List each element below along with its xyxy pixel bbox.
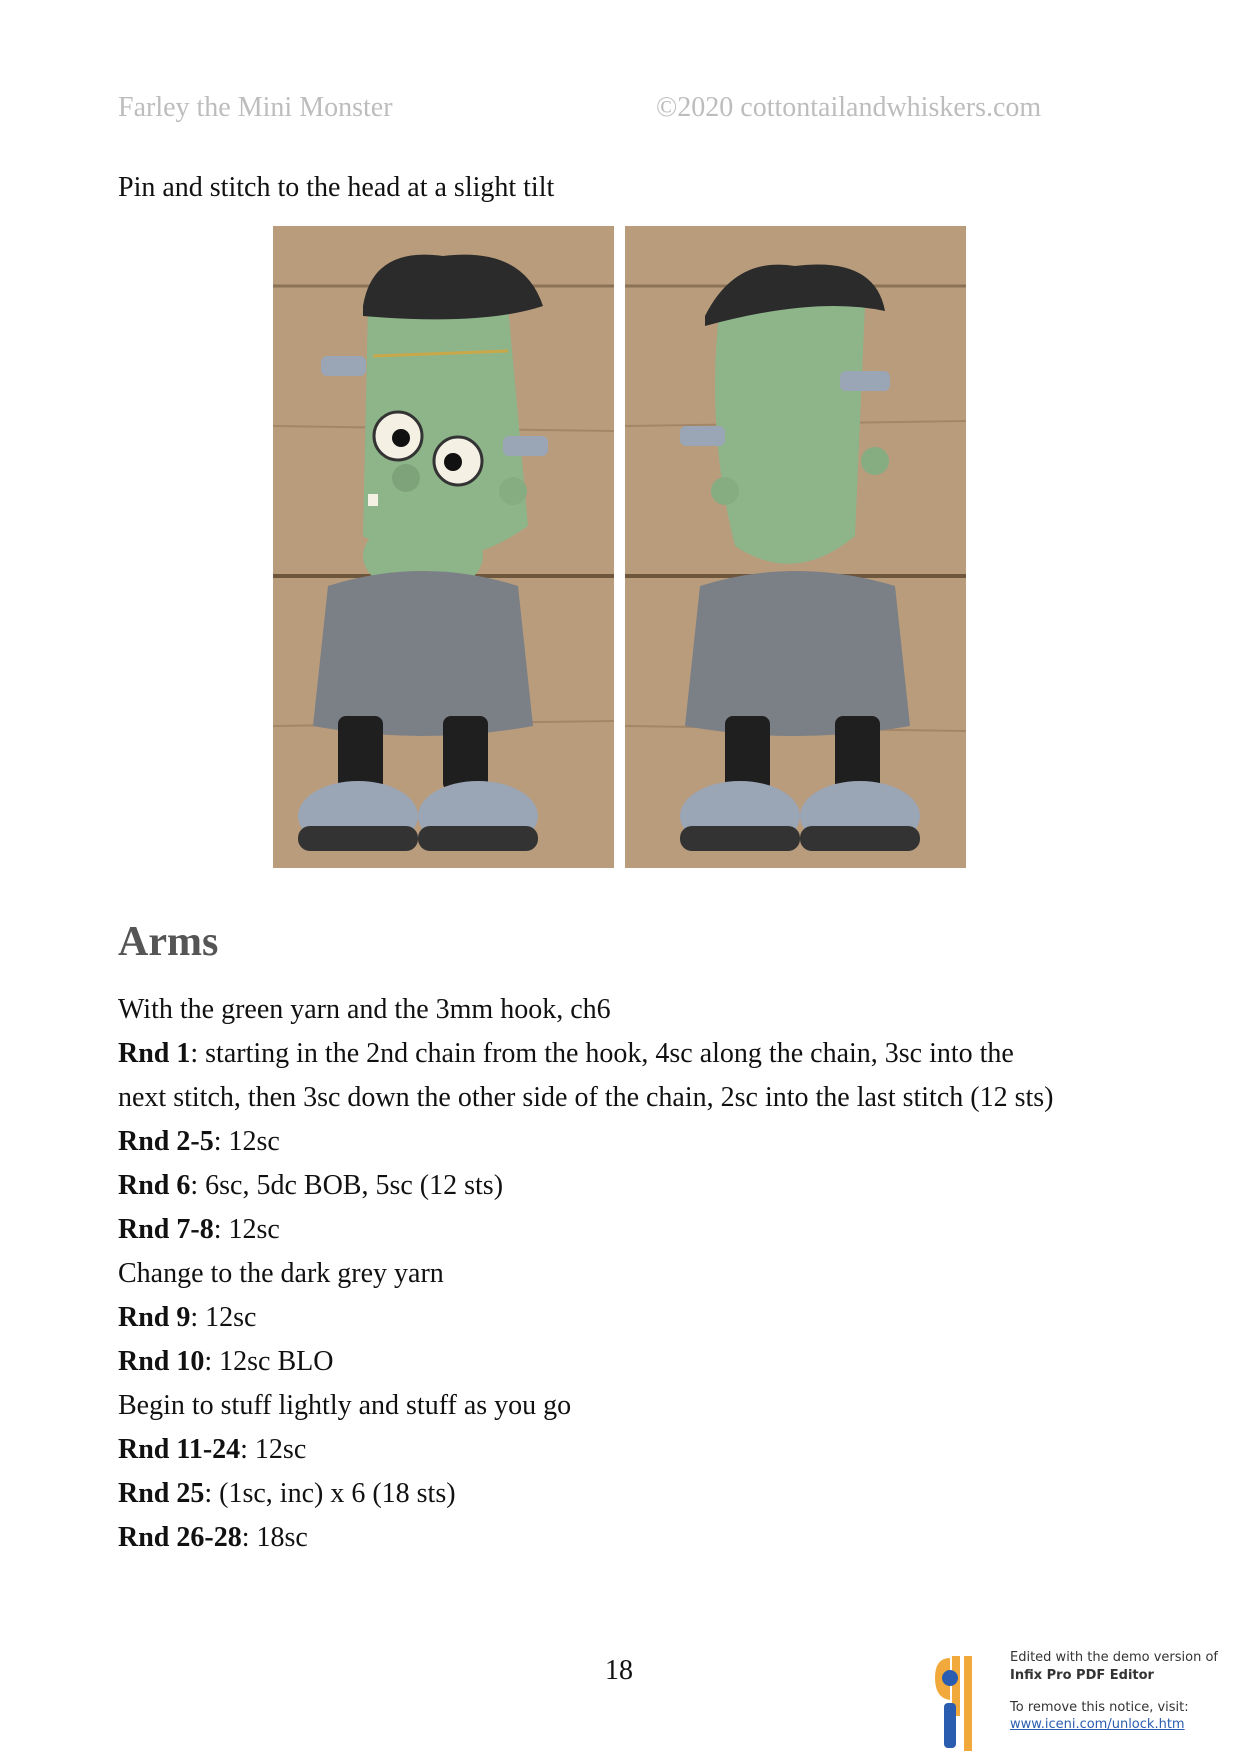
instruction-text: : 12sc [213,1214,280,1245]
unlock-link[interactable]: www.iceni.com/unlock.htm [1010,1717,1185,1732]
infix-logo-icon [930,1648,1010,1753]
round-label: Rnd 10 [118,1346,205,1377]
instruction-text: : starting in the 2nd chain from the hook, 4sc along the chain, 3sc into the next stitch, then 3sc down the other side of the chain, 2sc into the last stitch (12 sts) [118,1038,1054,1113]
instruction-line [118,1252,1058,1296]
instruction-text: With the green yarn and the 3mm hook, ch6 [118,994,611,1025]
instruction-text: : 12sc [213,1126,280,1157]
instruction-line [118,1472,1058,1516]
round-label: Rnd 25 [118,1478,205,1509]
round-label: Rnd 26-28 [118,1522,242,1553]
round-label: Rnd 11-24 [118,1434,241,1465]
round-label: Rnd 6 [118,1170,191,1201]
instruction-text: : 12sc [190,1302,257,1333]
doll-back-photo [625,226,966,868]
instruction-line [118,1164,1058,1208]
instruction-text: Change to the dark grey yarn [118,1258,444,1289]
instruction-text: : 6sc, 5dc BOB, 5sc (12 sts) [190,1170,504,1201]
instruction-text: : 12sc [240,1434,307,1465]
round-label: Rnd 9 [118,1302,191,1333]
instruction-line [118,1296,1058,1340]
instruction-line [118,1516,1058,1560]
instruction-line [118,1120,1058,1164]
instruction-line [118,1208,1058,1252]
watermark-line1: Edited with the demo version of [1010,1650,1219,1665]
instruction-line [118,988,1058,1032]
doll-front-photo [273,226,614,868]
instruction-text: Begin to stuff lightly and stuff as you go [118,1390,572,1421]
instruction-line [118,1032,1058,1120]
round-label: Rnd 1 [118,1038,191,1069]
round-label: Rnd 7-8 [118,1214,214,1245]
watermark-line3: To remove this notice, visit: [1010,1700,1189,1715]
editor-watermark [930,1648,1230,1753]
instruction-line [118,1340,1058,1384]
watermark-line2: Infix Pro PDF Editor [1010,1668,1154,1683]
instruction-text: : 12sc BLO [204,1346,334,1377]
page-number: 18 [605,1655,633,1686]
instruction-text: : 18sc [241,1522,308,1553]
section-heading: Arms [118,919,219,965]
round-label: Rnd 2-5 [118,1126,214,1157]
copyright-notice: ©2020 cottontailandwhiskers.com [656,92,1042,123]
instruction-line [118,1428,1058,1472]
instruction-text: : (1sc, inc) x 6 (18 sts) [204,1478,456,1509]
pattern-instructions [118,988,1058,1560]
intro-text: Pin and stitch to the head at a slight tilt [118,172,555,203]
instruction-line [118,1384,1058,1428]
document-title: Farley the Mini Monster [118,92,393,123]
